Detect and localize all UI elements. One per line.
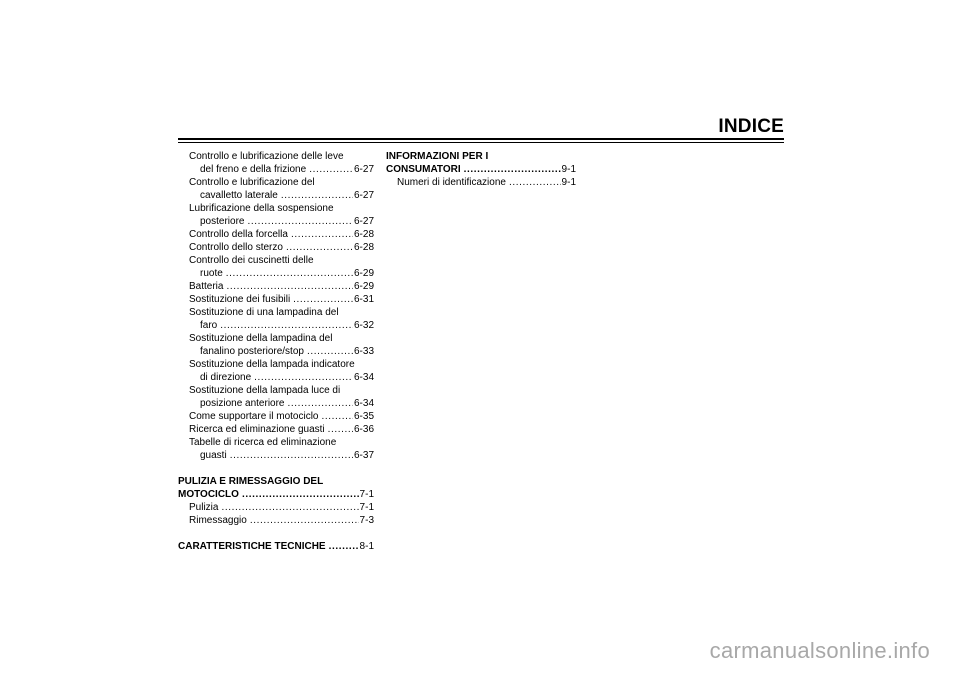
dot-leader bbox=[230, 449, 353, 462]
toc-page-number: 9-1 bbox=[561, 177, 576, 188]
toc-page-number: 6-28 bbox=[353, 242, 374, 253]
dot-leader bbox=[220, 319, 353, 332]
dot-leader bbox=[221, 501, 358, 514]
toc-page-number: 6-27 bbox=[353, 190, 374, 201]
toc-page-number: 9-1 bbox=[561, 164, 576, 175]
toc-entry-text: Controllo della forcella bbox=[189, 229, 288, 240]
toc-entry-text: Controllo e lubrificazione delle leve bbox=[189, 151, 344, 162]
toc-entry-text: Sostituzione della lampadina del bbox=[189, 333, 333, 344]
toc-page-number: 7-1 bbox=[359, 502, 374, 513]
toc-section-heading[interactable] bbox=[386, 150, 576, 176]
dot-leader bbox=[242, 488, 359, 501]
toc-entry[interactable] bbox=[178, 150, 374, 176]
toc-entry[interactable] bbox=[178, 293, 374, 306]
toc-page-number: 6-29 bbox=[353, 268, 374, 279]
toc-page-number: 6-27 bbox=[353, 164, 374, 175]
toc-page-number: 6-33 bbox=[353, 346, 374, 357]
dot-leader bbox=[309, 163, 353, 176]
toc-entry-text: Lubrificazione della sospensione bbox=[189, 203, 334, 214]
toc-entry[interactable] bbox=[178, 254, 374, 280]
toc-entry[interactable] bbox=[178, 358, 374, 384]
dot-leader bbox=[464, 163, 561, 176]
toc-entry-text: Numeri di identificazione bbox=[397, 177, 506, 188]
page-title: INDICE bbox=[718, 116, 784, 137]
watermark-text: carmanualsonline.info bbox=[709, 638, 930, 663]
dot-leader bbox=[307, 345, 353, 358]
toc-entry-text: posizione anteriore bbox=[200, 398, 285, 409]
dot-leader bbox=[291, 228, 353, 241]
toc-entry-text: faro bbox=[200, 320, 218, 331]
dot-leader bbox=[293, 293, 353, 306]
dot-leader bbox=[281, 189, 353, 202]
dot-leader bbox=[226, 280, 353, 293]
toc-page-number: 6-34 bbox=[353, 398, 374, 409]
toc-page-number: 7-1 bbox=[359, 489, 374, 500]
header-rule-thick bbox=[178, 138, 784, 140]
toc-page-number: 6-36 bbox=[353, 424, 374, 435]
toc-gap bbox=[178, 527, 374, 540]
toc-page-number: 8-1 bbox=[359, 541, 374, 552]
toc-entry[interactable] bbox=[178, 202, 374, 228]
toc-entry-text: Sostituzione di una lampadina del bbox=[189, 307, 339, 318]
toc-entry[interactable] bbox=[178, 176, 374, 202]
toc-page-number: 7-3 bbox=[359, 515, 374, 526]
dot-leader bbox=[247, 215, 353, 228]
dot-leader bbox=[328, 423, 353, 436]
toc-entry[interactable] bbox=[386, 176, 576, 189]
toc-entry-text: Sostituzione della lampada indicatore bbox=[189, 359, 355, 370]
toc-entry-text: del freno e della frizione bbox=[200, 164, 307, 175]
toc-entry-text: cavalletto laterale bbox=[200, 190, 278, 201]
toc-entry-text: Sostituzione dei fusibili bbox=[189, 294, 291, 305]
toc-entry[interactable] bbox=[178, 514, 374, 527]
toc-entry[interactable] bbox=[178, 410, 374, 423]
toc-entry-text: Tabelle di ricerca ed eliminazione bbox=[189, 437, 337, 448]
toc-page-number: 6-28 bbox=[353, 229, 374, 240]
toc-entry-text: guasti bbox=[200, 450, 227, 461]
toc-page-number: 6-37 bbox=[353, 450, 374, 461]
toc-entry-text: Controllo dello sterzo bbox=[189, 242, 283, 253]
toc-left-column bbox=[178, 150, 374, 553]
toc-entry[interactable] bbox=[178, 228, 374, 241]
toc-entry-text: PULIZIA E RIMESSAGGIO DEL bbox=[178, 476, 324, 487]
dot-leader bbox=[250, 514, 359, 527]
toc-page-number: 6-35 bbox=[353, 411, 374, 422]
toc-entry-text: Pulizia bbox=[189, 502, 219, 513]
toc-entry-text: di direzione bbox=[200, 372, 252, 383]
toc-entry-text: Come supportare il motociclo bbox=[189, 411, 319, 422]
toc-page-number: 6-29 bbox=[353, 281, 374, 292]
toc-entry-text: INFORMAZIONI PER I bbox=[386, 151, 489, 162]
toc-entry-text: Rimessaggio bbox=[189, 515, 247, 526]
dot-leader bbox=[226, 267, 353, 280]
toc-entry[interactable] bbox=[178, 280, 374, 293]
toc-page-number: 6-32 bbox=[353, 320, 374, 331]
toc-entry[interactable] bbox=[178, 306, 374, 332]
toc-entry-text: Sostituzione della lampada luce di bbox=[189, 385, 341, 396]
toc-entry-text: Ricerca ed eliminazione guasti bbox=[189, 424, 325, 435]
toc-entry[interactable] bbox=[178, 332, 374, 358]
toc-entry-text: Controllo dei cuscinetti delle bbox=[189, 255, 314, 266]
toc-section-heading[interactable] bbox=[178, 540, 374, 553]
toc-page-number: 6-27 bbox=[353, 216, 374, 227]
toc-gap bbox=[178, 462, 374, 475]
dot-leader bbox=[254, 371, 353, 384]
dot-leader bbox=[509, 176, 561, 189]
dot-leader bbox=[322, 410, 353, 423]
header-rule-thin bbox=[178, 142, 784, 143]
toc-entry-text: MOTOCICLO bbox=[178, 489, 239, 500]
dot-leader bbox=[329, 540, 359, 553]
toc-entry-text: ruote bbox=[200, 268, 223, 279]
toc-section-heading[interactable] bbox=[178, 475, 374, 501]
toc-page-number: 6-31 bbox=[353, 294, 374, 305]
toc-right-column bbox=[386, 150, 576, 189]
toc-entry[interactable] bbox=[178, 241, 374, 254]
toc-entry-text: Controllo e lubrificazione del bbox=[189, 177, 315, 188]
dot-leader bbox=[288, 397, 353, 410]
dot-leader bbox=[286, 241, 353, 254]
toc-entry-text: posteriore bbox=[200, 216, 245, 227]
toc-entry-text: CARATTERISTICHE TECNICHE bbox=[178, 541, 326, 552]
toc-entry-text: CONSUMATORI bbox=[386, 164, 461, 175]
toc-page-number: 6-34 bbox=[353, 372, 374, 383]
toc-entry-text: Batteria bbox=[189, 281, 224, 292]
toc-entry[interactable] bbox=[178, 436, 374, 462]
toc-entry[interactable] bbox=[178, 384, 374, 410]
toc-entry[interactable] bbox=[178, 501, 374, 514]
toc-entry-text: fanalino posteriore/stop bbox=[200, 346, 304, 357]
toc-entry[interactable] bbox=[178, 423, 374, 436]
